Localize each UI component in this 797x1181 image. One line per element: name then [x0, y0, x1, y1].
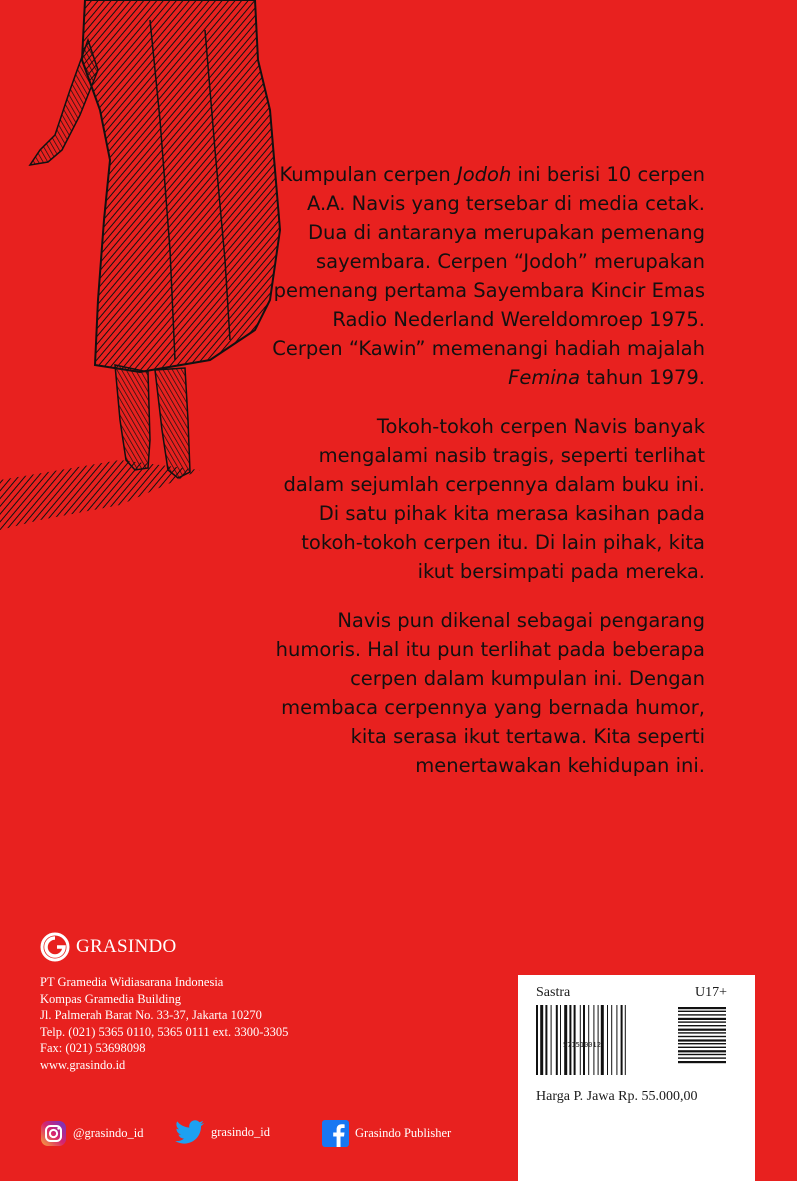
publisher-info [40, 932, 288, 1073]
publisher-website: www.grasindo.id [40, 1057, 126, 1072]
social-twitter [175, 1120, 270, 1145]
social-facebook [322, 1120, 451, 1147]
instagram-icon [40, 1120, 67, 1147]
back-cover-blurb [270, 160, 705, 800]
twitter-handle: grasindo_id [211, 1125, 271, 1139]
twitter-icon [175, 1120, 205, 1145]
facebook-page-name: Grasindo Publisher [355, 1126, 452, 1140]
book-price: Harga P. Jawa Rp. 55.000,00 [536, 1089, 698, 1104]
facebook-icon [322, 1120, 349, 1147]
blurb-paragraph-3: Navis pun dikenal sebagai pengarang humoris. Hal itu pun terlihat pada beberapa cerpen dalam kumpulan ini. Dengan membaca cerpennya yang bernada humor, kita serasa ikut tertawa. Kita seperti menertawakan kehidupan ini. [275, 609, 705, 777]
publisher-telp: Telp. (021) 5365 0110, 5365 0111 ext. 3300-3305 [40, 1024, 289, 1039]
blurb-paragraph-1: Kumpulan cerpen Jodoh ini berisi 10 cerpen A.A. Navis yang tersebar di media cetak. Dua di antaranya merupakan pemenang sayembara. Cerpen “Jodoh” merupakan pemenang pertama Sayembara Kincir Emas Radio Nederland Wereldomroep 1975. Cerpen “Kawin” memenangi hadiah majalah Femina tahun 1979. [272, 163, 705, 389]
instagram-handle: @grasindo_id [73, 1126, 144, 1140]
grasindo-logo: GRASINDO [40, 932, 288, 962]
book-category: Sastra [536, 985, 571, 1000]
magazine-title-femina: Femina [508, 366, 581, 389]
publisher-fax: Fax: (021) 53698098 [40, 1041, 146, 1055]
barcode-digits: 571510012 [563, 1041, 601, 1049]
publisher-address: Jl. Palmerah Barat No. 33-37, Jakarta 10270 [40, 1008, 262, 1022]
grasindo-logo-icon [40, 932, 70, 962]
social-instagram [40, 1120, 144, 1147]
publisher-name: PT Gramedia Widiasarana Indonesia [40, 975, 224, 989]
price-barcode-box [518, 975, 755, 1181]
age-rating: U17+ [694, 985, 727, 1000]
blurb-paragraph-2: Tokoh-tokoh cerpen Navis banyak mengalami nasib tragis, seperti terlihat dalam sejumlah cerpennya dalam buku ini. Di satu pihak kita merasa kasihan pada tokoh-tokoh cerpen itu. Di lain pihak, kita ikut bersimpati pada mereka. [283, 415, 705, 583]
book-title-jodoh: Jodoh [456, 163, 512, 186]
publisher-building: Kompas Gramedia Building [40, 991, 181, 1006]
woman-illustration [0, 0, 290, 540]
